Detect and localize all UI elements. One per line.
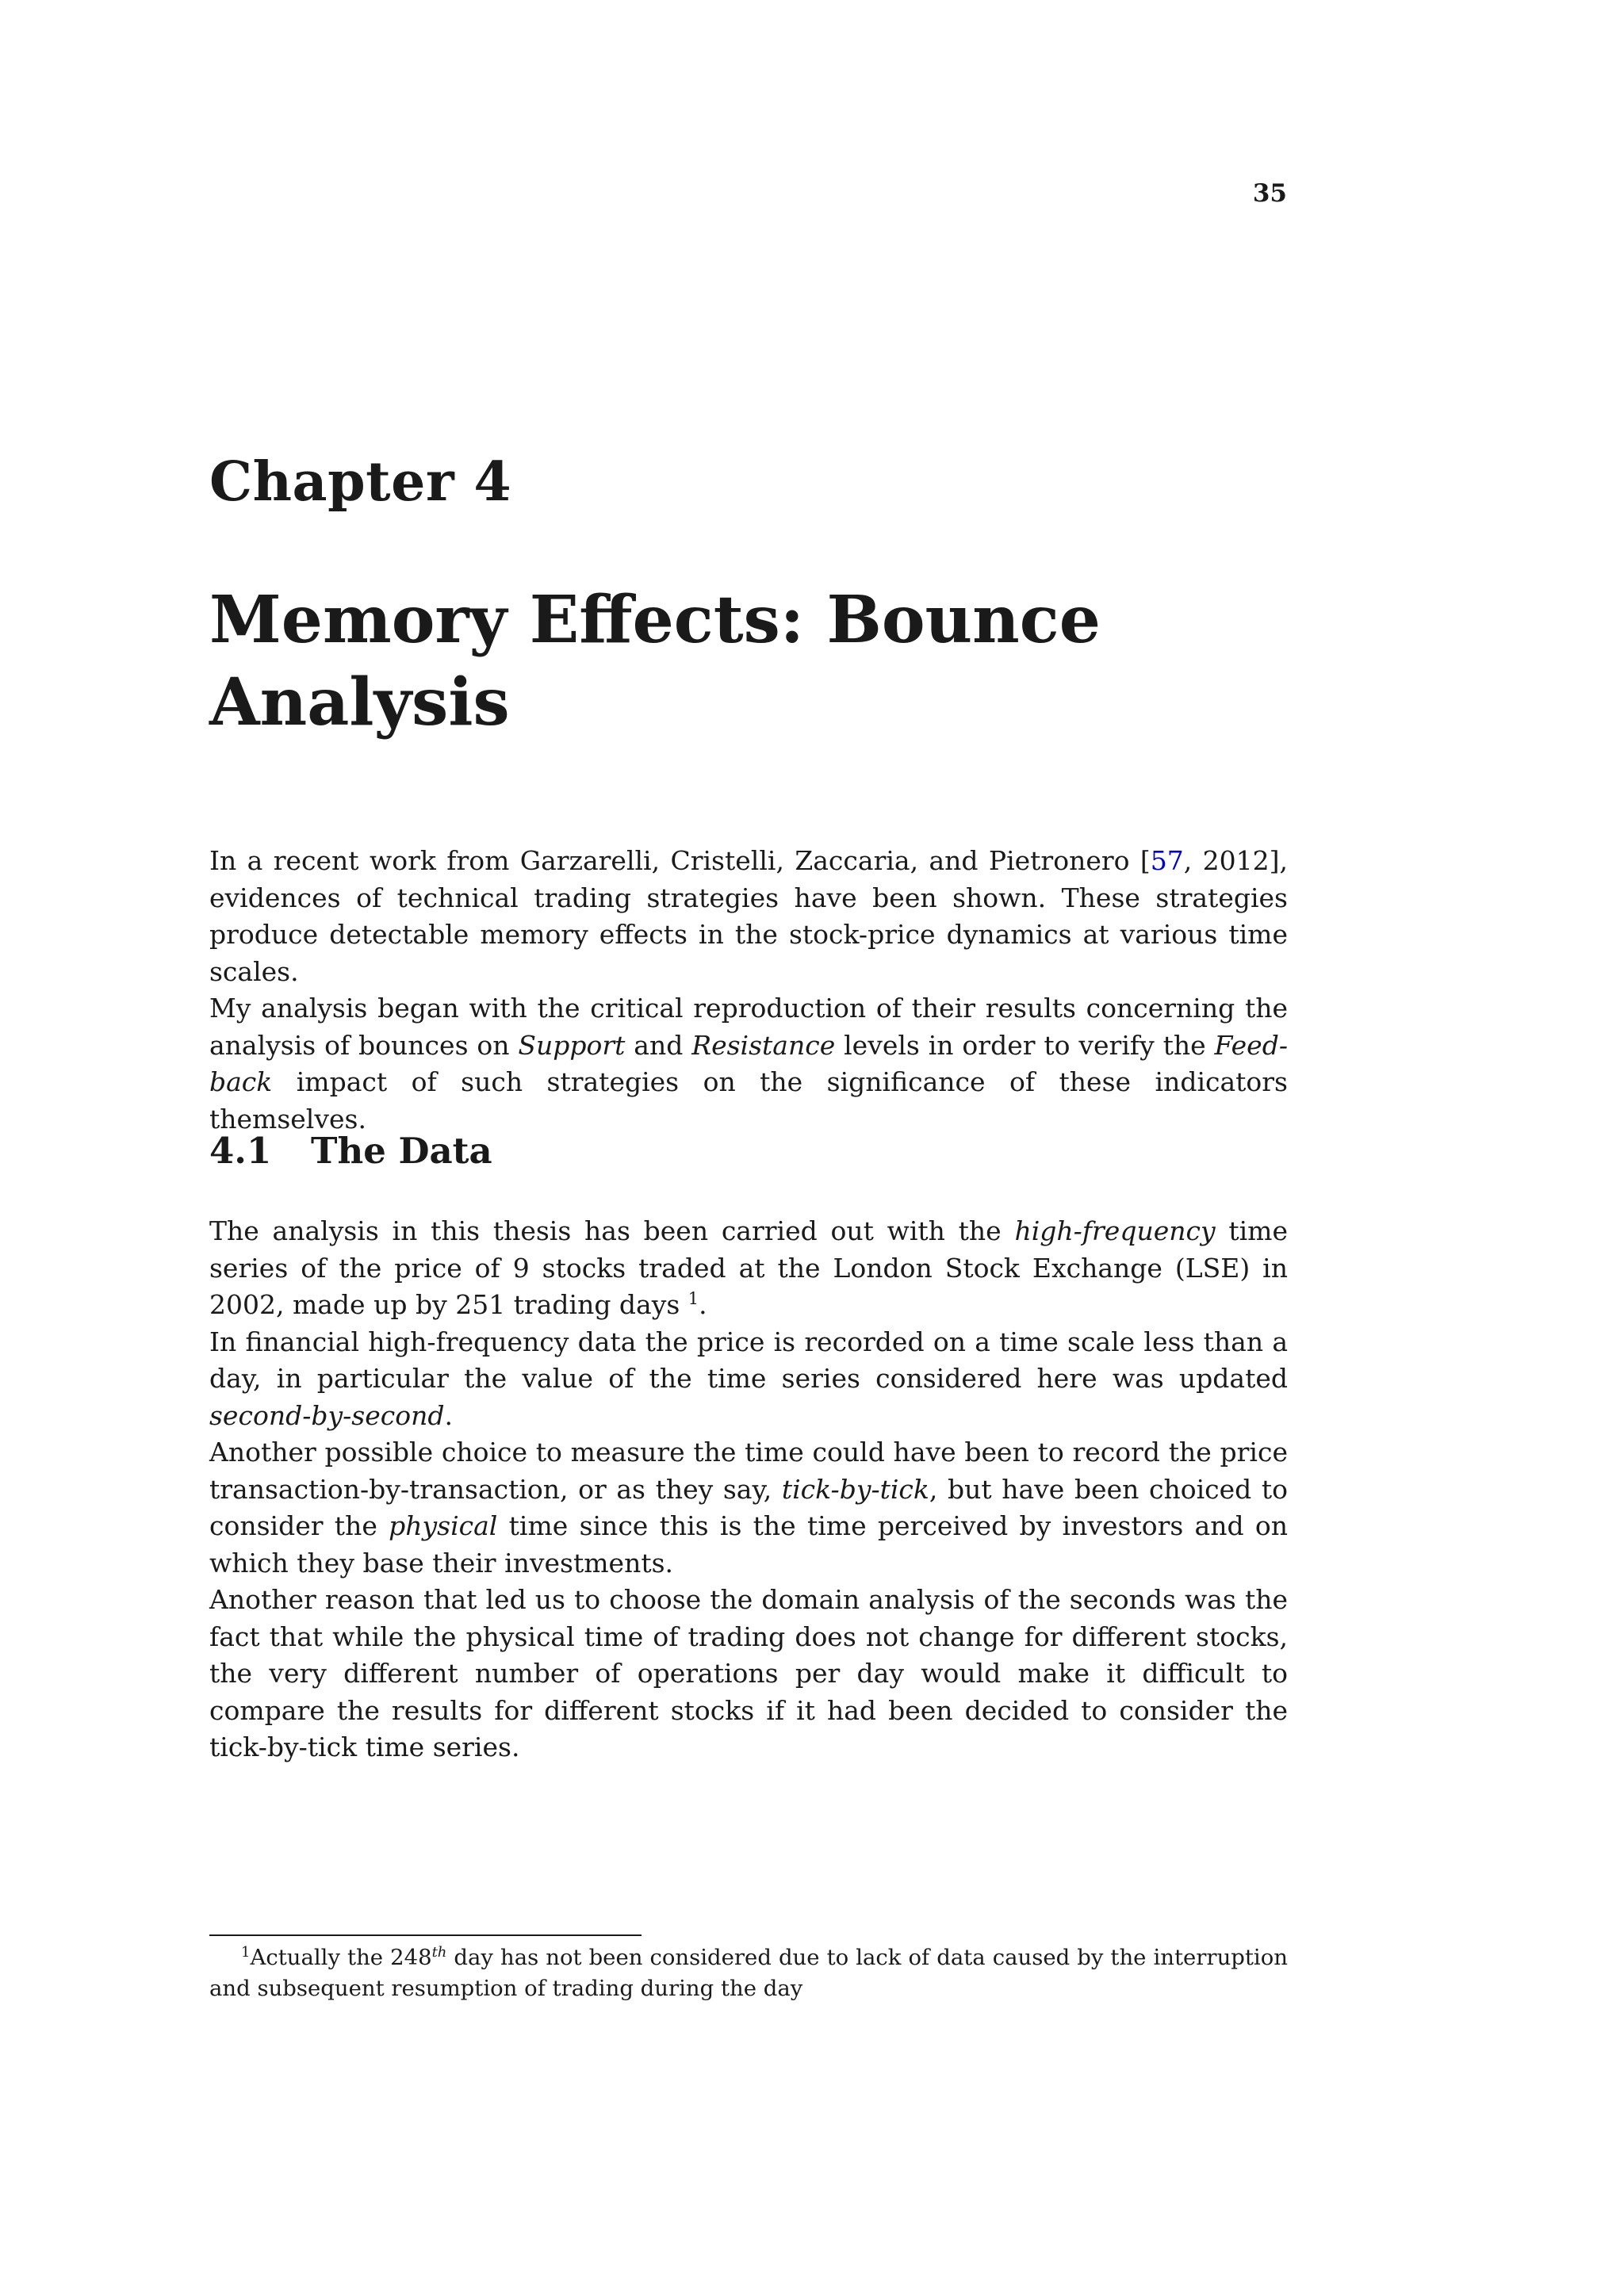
emphasis: second-by-second: [209, 1399, 445, 1431]
text-span: impact of such strategies on the significance of these indicators themselves.: [209, 1066, 1288, 1135]
ordinal-suffix: [432, 1944, 447, 1961]
section-title: The Data: [311, 1130, 492, 1172]
text-span: The analysis in this thesis has been carried out with the: [209, 1215, 1015, 1246]
text-span: and: [625, 1029, 692, 1061]
citation-link[interactable]: 57: [1150, 845, 1184, 876]
emphasis: high-frequency: [1014, 1215, 1216, 1246]
data-section-text: [209, 1213, 1288, 1766]
section-number: 4.1: [209, 1130, 272, 1172]
text-span: In financial high-frequency data the price is recorded on a time scale less than a day, in particular the value of the time series considered here was updated: [209, 1326, 1288, 1394]
text-span: , but have been choiced to consider the: [209, 1473, 1288, 1541]
footnote-marker[interactable]: 1: [688, 1289, 699, 1308]
chapter-title: Memory Effects: Bounce Analysis: [209, 582, 1101, 740]
emphasis: th: [431, 1943, 447, 1961]
data-paragraph-1: [209, 1213, 1288, 1324]
intro-paragraph-1: [209, 843, 1288, 990]
text-span: time since this is the time perceived by investors and on which they base their investments.: [209, 1510, 1289, 1578]
section-heading: [209, 1130, 492, 1172]
footnote-divider: [209, 1934, 642, 1936]
text-span: day has not been considered due to lack of data caused by the interruption and subsequent resumption of trading during the day: [209, 1945, 1288, 2001]
footnote-mark: 1: [241, 1943, 251, 1961]
intro-text: [209, 843, 1288, 1138]
footnote: [209, 1942, 1288, 2004]
chapter-label: Chapter 4: [209, 450, 512, 514]
text-span: .: [699, 1289, 707, 1320]
text-span: Actually the 248: [250, 1945, 432, 1970]
emphasis: Support: [518, 1029, 626, 1061]
text-span: .: [444, 1399, 453, 1431]
intro-paragraph-2: [209, 990, 1288, 1138]
text-span: Another possible choice to measure the time could have been to record the price transaction-by-transaction, or as they say,: [209, 1437, 1288, 1505]
text-span: time series of the price of 9 stocks traded at the London Stock Exchange (LSE) in 2002, made up by 251 trading days: [209, 1215, 1288, 1320]
data-paragraph-3: [209, 1434, 1288, 1582]
text-span: , 2012], evidences of technical trading strategies have been shown. These strategies produce detectable memory effects in the stock-price dynamics at various time scales.: [209, 845, 1288, 987]
text-span: levels in order to verify the: [835, 1029, 1215, 1061]
text-span: In a recent work from Garzarelli, Cristelli, Zaccaria, and Pietronero [: [209, 845, 1151, 876]
text-span: My analysis began with the critical reproduction of their results concerning the analysis of bounces on: [209, 993, 1288, 1061]
emphasis: physical: [389, 1510, 498, 1541]
emphasis: Resistance: [691, 1029, 836, 1061]
data-paragraph-4: Another reason that led us to choose the domain analysis of the seconds was the fact that while the physical time of trading does not change for different stocks, the very different number of operations per day would make it difficult to compare the results for different stocks if it had been decided to consider the tick-by-tick time series.: [209, 1584, 1288, 1762]
emphasis: tick-by-tick: [781, 1473, 929, 1505]
page-number: 35: [1252, 179, 1287, 208]
emphasis: Feed-back: [209, 1029, 1288, 1097]
data-paragraph-2: [209, 1324, 1288, 1435]
